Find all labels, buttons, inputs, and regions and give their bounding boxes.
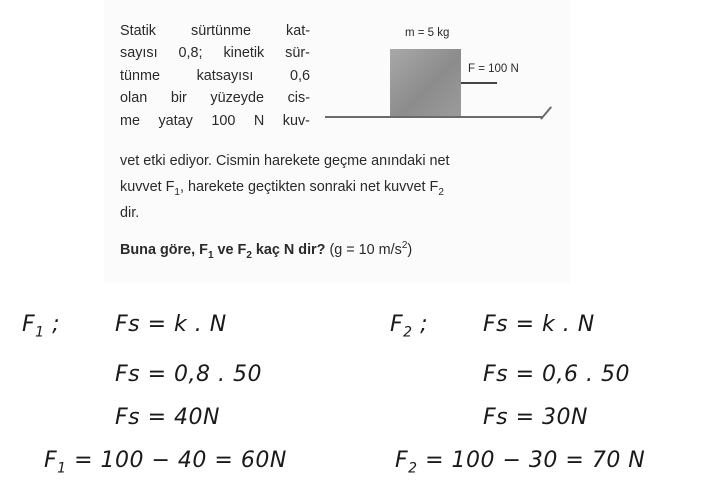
force-label: F = 100 N bbox=[468, 63, 519, 75]
problem-line-3 bbox=[120, 65, 310, 87]
word: kinetik bbox=[223, 45, 265, 62]
subscript: 2 bbox=[438, 186, 444, 198]
problem-line-1 bbox=[120, 20, 310, 42]
subscript: 2 bbox=[403, 324, 413, 341]
mass-label: m = 5 kg bbox=[405, 27, 450, 39]
solution-right-formula: Fs = k . N bbox=[483, 312, 595, 337]
subscript: 2 bbox=[246, 249, 252, 261]
word: sayısı bbox=[120, 45, 158, 62]
text: = 100 − 30 = 70 N bbox=[417, 448, 646, 473]
word: yatay bbox=[158, 112, 193, 129]
problem-line-2 bbox=[120, 42, 310, 64]
word: cis- bbox=[287, 90, 310, 107]
word: kat- bbox=[286, 23, 310, 39]
word: N bbox=[253, 112, 265, 129]
text: ) bbox=[407, 242, 413, 258]
solution-left-formula: Fs = k . N bbox=[115, 312, 227, 337]
word: sürtünme bbox=[191, 23, 251, 39]
text: ve F bbox=[213, 242, 247, 258]
solution-left-line-4 bbox=[44, 448, 287, 477]
word: katsayısı bbox=[196, 67, 254, 84]
subscript: 2 bbox=[408, 460, 418, 477]
text: F bbox=[22, 312, 36, 337]
word: yüzeyde bbox=[210, 90, 265, 107]
problem-line-5 bbox=[120, 110, 310, 132]
word: bir bbox=[170, 90, 187, 107]
surface-line bbox=[325, 116, 543, 118]
question bbox=[120, 240, 413, 261]
word: 0,6 bbox=[289, 67, 310, 84]
solution-left-line-2: Fs = 0,8 . 50 bbox=[115, 362, 262, 387]
problem-text-column bbox=[120, 20, 310, 132]
word: tünme bbox=[120, 67, 160, 84]
word: sür- bbox=[285, 45, 310, 62]
solution-left-line-1 bbox=[22, 312, 60, 341]
block-mass bbox=[390, 49, 461, 116]
text: F bbox=[395, 448, 409, 473]
solution-right-line-1 bbox=[390, 312, 428, 341]
text: Buna göre, F bbox=[120, 242, 208, 258]
problem-line-4 bbox=[120, 87, 310, 109]
word: kuv- bbox=[282, 112, 310, 129]
problem-line-7 bbox=[120, 176, 444, 198]
word: me bbox=[120, 112, 140, 129]
subscript: 1 bbox=[207, 249, 214, 261]
word: 0,8; bbox=[178, 45, 203, 62]
solution-right-line-3: Fs = 30N bbox=[483, 405, 588, 430]
text: F bbox=[44, 448, 58, 473]
problem-line-6: vet etki ediyor. Cismin harekete geçme anındaki net bbox=[120, 153, 450, 169]
subscript: 1 bbox=[174, 186, 180, 198]
force-arrow bbox=[461, 82, 497, 84]
text: ; bbox=[44, 312, 60, 337]
text: = 100 − 40 = 60N bbox=[66, 448, 287, 473]
problem-line-8: dir. bbox=[120, 205, 140, 221]
text: (g = 10 m/s bbox=[325, 242, 402, 258]
word: Statik bbox=[120, 23, 156, 39]
text: ; bbox=[412, 312, 428, 337]
text: , harekete geçtikten sonraki net kuvvet F bbox=[179, 179, 439, 195]
word: olan bbox=[120, 90, 148, 107]
superscript: 2 bbox=[401, 240, 408, 252]
text: kaç N dir? bbox=[251, 242, 326, 258]
text: F bbox=[390, 312, 404, 337]
subscript: 1 bbox=[57, 460, 67, 477]
subscript: 1 bbox=[35, 324, 45, 341]
text: kuvvet F bbox=[120, 179, 175, 195]
solution-right-line-4 bbox=[395, 448, 646, 477]
solution-right-line-2: Fs = 0,6 . 50 bbox=[483, 362, 630, 387]
word: 100 bbox=[211, 112, 236, 129]
solution-left-line-3: Fs = 40N bbox=[115, 405, 220, 430]
